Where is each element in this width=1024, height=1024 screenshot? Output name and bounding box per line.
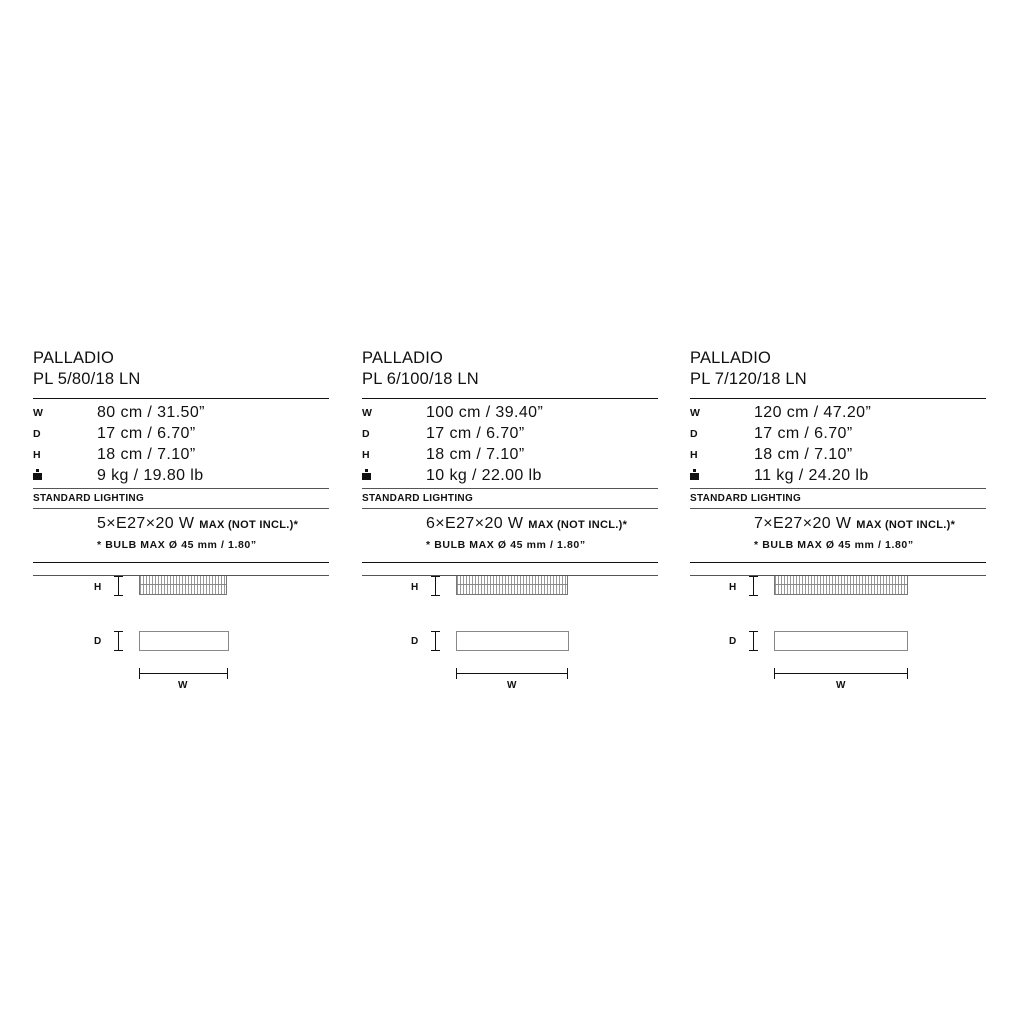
spec-value: 9 kg / 19.80 lb xyxy=(97,466,204,484)
spec-row-height xyxy=(690,444,986,465)
spec-row-height xyxy=(362,444,658,465)
height-label: H xyxy=(729,582,737,593)
width-label: W xyxy=(178,680,188,691)
spec-key: H xyxy=(690,448,699,461)
depth-label: D xyxy=(411,636,419,647)
spec-key: D xyxy=(690,427,699,440)
spec-row-depth xyxy=(690,423,986,444)
front-view-shape xyxy=(774,576,908,595)
spec-row-width xyxy=(690,402,986,423)
spec-key: D xyxy=(362,427,371,440)
plan-view-shape xyxy=(774,631,908,651)
spec-row-width xyxy=(362,402,658,423)
spec-list xyxy=(362,399,658,488)
spec-key: W xyxy=(362,406,373,419)
spec-value: 17 cm / 6.70” xyxy=(97,424,196,442)
product-name: PALLADIO xyxy=(33,349,115,367)
depth-label: D xyxy=(729,636,737,647)
spec-row-weight xyxy=(33,465,329,486)
width-dimension-line xyxy=(774,668,908,679)
product-card xyxy=(690,348,986,691)
plan-view-shape xyxy=(139,631,229,651)
spec-key: H xyxy=(33,448,42,461)
spec-value: 120 cm / 47.20” xyxy=(754,403,872,421)
bulb-note: * BULB MAX Ø 45 mm / 1.80” xyxy=(426,539,586,551)
lighting-spec: 5×E27×20 W xyxy=(97,515,195,532)
spec-list xyxy=(33,399,329,488)
weight-icon xyxy=(33,469,42,480)
spec-value: 11 kg / 24.20 lb xyxy=(754,466,869,484)
height-dimension-line xyxy=(431,576,440,596)
spec-row-weight xyxy=(690,465,986,486)
width-dimension-line xyxy=(139,668,228,679)
spec-row-depth xyxy=(362,423,658,444)
spec-value: 17 cm / 6.70” xyxy=(426,424,525,442)
height-dimension-line xyxy=(749,576,758,596)
bulb-note: * BULB MAX Ø 45 mm / 1.80” xyxy=(754,539,914,551)
spec-key: W xyxy=(690,406,701,419)
spec-value: 18 cm / 7.10” xyxy=(754,445,853,463)
product-name: PALLADIO xyxy=(362,349,444,367)
weight-icon xyxy=(362,469,371,480)
spec-value: 17 cm / 6.70” xyxy=(754,424,853,442)
spec-row-depth xyxy=(33,423,329,444)
dimension-drawing xyxy=(33,576,329,691)
height-label: H xyxy=(94,582,102,593)
product-card xyxy=(362,348,658,691)
width-label: W xyxy=(836,680,846,691)
width-label: W xyxy=(507,680,517,691)
spec-value: 100 cm / 39.40” xyxy=(426,403,544,421)
lighting-spec: 7×E27×20 W xyxy=(754,515,852,532)
dimension-drawing xyxy=(690,576,986,691)
lighting-info xyxy=(362,509,658,562)
spec-value: 18 cm / 7.10” xyxy=(426,445,525,463)
depth-dimension-line xyxy=(114,631,123,651)
lighting-label: STANDARD LIGHTING xyxy=(690,493,802,504)
lighting-spec: 6×E27×20 W xyxy=(426,515,524,532)
product-card xyxy=(33,348,329,691)
lighting-suffix: MAX (NOT INCL.)* xyxy=(199,519,299,531)
lighting-info xyxy=(33,509,329,562)
front-view-shape xyxy=(456,576,568,595)
spec-value: 10 kg / 22.00 lb xyxy=(426,466,542,484)
lighting-info xyxy=(690,509,986,562)
spec-list xyxy=(690,399,986,488)
width-dimension-line xyxy=(456,668,568,679)
depth-dimension-line xyxy=(431,631,440,651)
bulb-note: * BULB MAX Ø 45 mm / 1.80” xyxy=(97,539,257,551)
product-code: PL 7/120/18 LN xyxy=(690,370,807,388)
weight-icon xyxy=(690,469,699,480)
spec-value: 18 cm / 7.10” xyxy=(97,445,196,463)
product-code: PL 6/100/18 LN xyxy=(362,370,479,388)
dimension-drawing xyxy=(362,576,658,691)
depth-label: D xyxy=(94,636,102,647)
height-dimension-line xyxy=(114,576,123,596)
lighting-suffix: MAX (NOT INCL.)* xyxy=(856,519,956,531)
spec-row-width xyxy=(33,402,329,423)
spec-key: D xyxy=(33,427,42,440)
lighting-suffix: MAX (NOT INCL.)* xyxy=(528,519,628,531)
spec-key: H xyxy=(362,448,371,461)
depth-dimension-line xyxy=(749,631,758,651)
height-label: H xyxy=(411,582,419,593)
spec-key: W xyxy=(33,406,44,419)
product-name: PALLADIO xyxy=(690,349,772,367)
plan-view-shape xyxy=(456,631,569,651)
spec-row-weight xyxy=(362,465,658,486)
spec-value: 80 cm / 31.50” xyxy=(97,403,205,421)
lighting-label: STANDARD LIGHTING xyxy=(33,493,145,504)
product-code: PL 5/80/18 LN xyxy=(33,370,141,388)
spec-row-height xyxy=(33,444,329,465)
lighting-label: STANDARD LIGHTING xyxy=(362,493,474,504)
front-view-shape xyxy=(139,576,227,595)
